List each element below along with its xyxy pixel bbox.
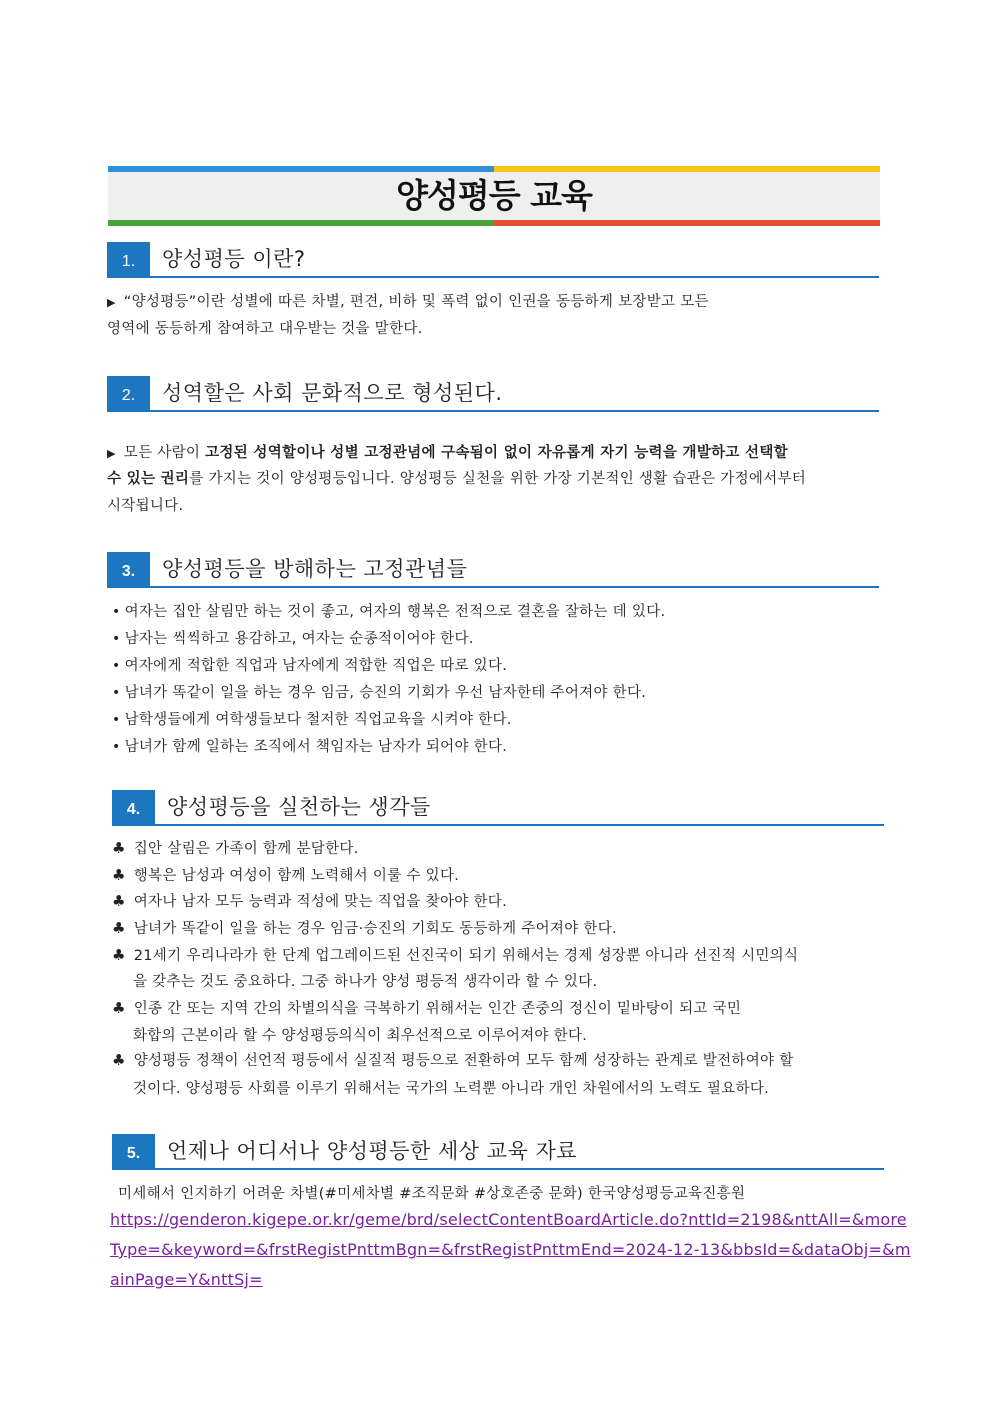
list-item: • 여자는 집안 살림만 하는 것이 좋고, 여자의 행복은 전적으로 결혼을 잘하는 데 있다.	[112, 604, 666, 620]
section-title: 양성평등을 방해하는 고정관념들	[162, 557, 468, 581]
section-2-line-1: ▶ 모든 사람이 고정된 성역할이나 성별 고정관념에 구속됨이 없이 자유롭게 자기 능력을 개발하고 선택할	[107, 445, 788, 461]
title-bottom-bar	[108, 220, 880, 226]
arrow-right-icon: ▶	[107, 296, 116, 309]
club-icon: ♣	[112, 919, 126, 937]
list-item-continuation: 화합의 근본이라 할 수 양성평등의식이 최우선적으로 이루어져야 한다.	[133, 1028, 588, 1044]
section-4-heading	[112, 790, 884, 826]
section-3-heading	[107, 552, 879, 588]
section-number-box: 5.	[112, 1134, 155, 1170]
section-rule	[155, 1168, 884, 1170]
section-number-box: 2.	[107, 376, 150, 412]
bullet-icon: •	[112, 658, 121, 674]
resource-caption: 미세해서 인지하기 어려운 차별(#미세차별 #조직문화 #상호존중 문화) 한국양성평등교육진흥원	[118, 1186, 746, 1202]
section-2-line-3: 시작됩니다.	[107, 498, 184, 514]
resource-link-line-3[interactable]: ainPage=Y&nttSj=	[110, 1270, 263, 1289]
section-rule	[155, 824, 884, 826]
list-item-continuation: 을 갖추는 것도 중요하다. 그중 하나가 양성 평등적 생각이라 할 수 있다.	[133, 974, 598, 990]
section-5-heading	[112, 1134, 884, 1170]
resource-link-line-2[interactable]: Type=&keyword=&frstRegistPnttmBgn=&frstRegistPnttmEnd=2024-12-13&bbsId=&dataObj=&m	[110, 1240, 911, 1259]
list-item-continuation: 것이다. 양성평등 사회를 이루기 위해서는 국가의 노력뿐 아니라 개인 차원에서의 노력도 필요하다.	[133, 1081, 770, 1097]
bullet-icon: •	[112, 604, 121, 620]
list-item: ♣ 여자나 남자 모두 능력과 적성에 맞는 직업을 찾아야 한다.	[112, 892, 507, 910]
list-item: ♣ 인종 간 또는 지역 간의 차별의식을 극복하기 위해서는 인간 존중의 정신이 밑바탕이 되고 국민	[112, 999, 742, 1017]
title-bar-red-segment	[494, 220, 880, 226]
list-item: ♣ 양성평등 정책이 선언적 평등에서 실질적 평등으로 전환하여 모두 함께 성장하는 관계로 발전하여야 할	[112, 1051, 794, 1069]
list-item: • 남녀가 똑같이 일을 하는 경우 임금, 승진의 기회가 우선 남자한테 주어져야 한다.	[112, 685, 647, 701]
list-item: ♣ 남녀가 똑같이 일을 하는 경우 임금·승진의 기회도 동등하게 주어져야 한다.	[112, 919, 617, 937]
section-title: 양성평등 이란?	[162, 247, 306, 271]
list-item: ♣ 행복은 남성과 여성이 함께 노력해서 이룰 수 있다.	[112, 866, 460, 884]
section-1-line-2: 영역에 동등하게 참여하고 대우받는 것을 말한다.	[107, 321, 423, 337]
bullet-icon: •	[112, 631, 121, 647]
list-item: ♣ 21세기 우리나라가 한 단계 업그레이드된 선진국이 되기 위해서는 경제 성장뿐 아니라 선진적 시민의식	[112, 946, 799, 964]
section-title: 언제나 어디서나 양성평등한 세상 교육 자료	[167, 1139, 578, 1163]
bullet-icon: •	[112, 685, 121, 701]
section-title: 양성평등을 실천하는 생각들	[167, 795, 431, 819]
section-title: 성역할은 사회 문화적으로 형성된다.	[162, 381, 503, 405]
list-item: • 남자는 씩씩하고 용감하고, 여자는 순종적이어야 한다.	[112, 631, 474, 647]
resource-link-line-1[interactable]: https://genderon.kigepe.or.kr/geme/brd/selectContentBoardArticle.do?nttId=2198&nttAll=&more	[110, 1210, 907, 1229]
section-number-box: 1.	[107, 242, 150, 278]
list-item: ♣ 집안 살림은 가족이 함께 분담한다.	[112, 839, 359, 857]
title-bar-green-segment	[108, 220, 494, 226]
list-item: • 여자에게 적합한 직업과 남자에게 적합한 직업은 따로 있다.	[112, 658, 508, 674]
club-icon: ♣	[112, 1051, 126, 1069]
section-2-heading	[107, 376, 879, 412]
section-1-line-1: ▶ “양성평등”이란 성별에 따른 차별, 편견, 비하 및 폭력 없이 인권을 동등하게 보장받고 모든	[107, 294, 709, 310]
title-banner	[108, 166, 880, 228]
section-1-heading	[107, 242, 879, 278]
list-item: • 남학생들에게 여학생들보다 철저한 직업교육을 시켜야 한다.	[112, 712, 512, 728]
section-2-line-2: 수 있는 권리를 가지는 것이 양성평등입니다. 양성평등 실천을 위한 가장 기본적인 생활 습관은 가정에서부터	[107, 471, 807, 487]
section-rule	[150, 276, 879, 278]
section-number-box: 3.	[107, 552, 150, 588]
club-icon: ♣	[112, 946, 126, 964]
club-icon: ♣	[112, 999, 126, 1017]
section-rule	[150, 410, 879, 412]
section-number-box: 4.	[112, 790, 155, 826]
club-icon: ♣	[112, 866, 126, 884]
bullet-icon: •	[112, 712, 121, 728]
arrow-right-icon: ▶	[107, 447, 116, 460]
club-icon: ♣	[112, 839, 126, 857]
list-item: • 남녀가 함께 일하는 조직에서 책임자는 남자가 되어야 한다.	[112, 739, 508, 755]
bullet-icon: •	[112, 739, 121, 755]
page-title: 양성평등 교육	[396, 176, 592, 215]
club-icon: ♣	[112, 892, 126, 910]
section-rule	[150, 586, 879, 588]
